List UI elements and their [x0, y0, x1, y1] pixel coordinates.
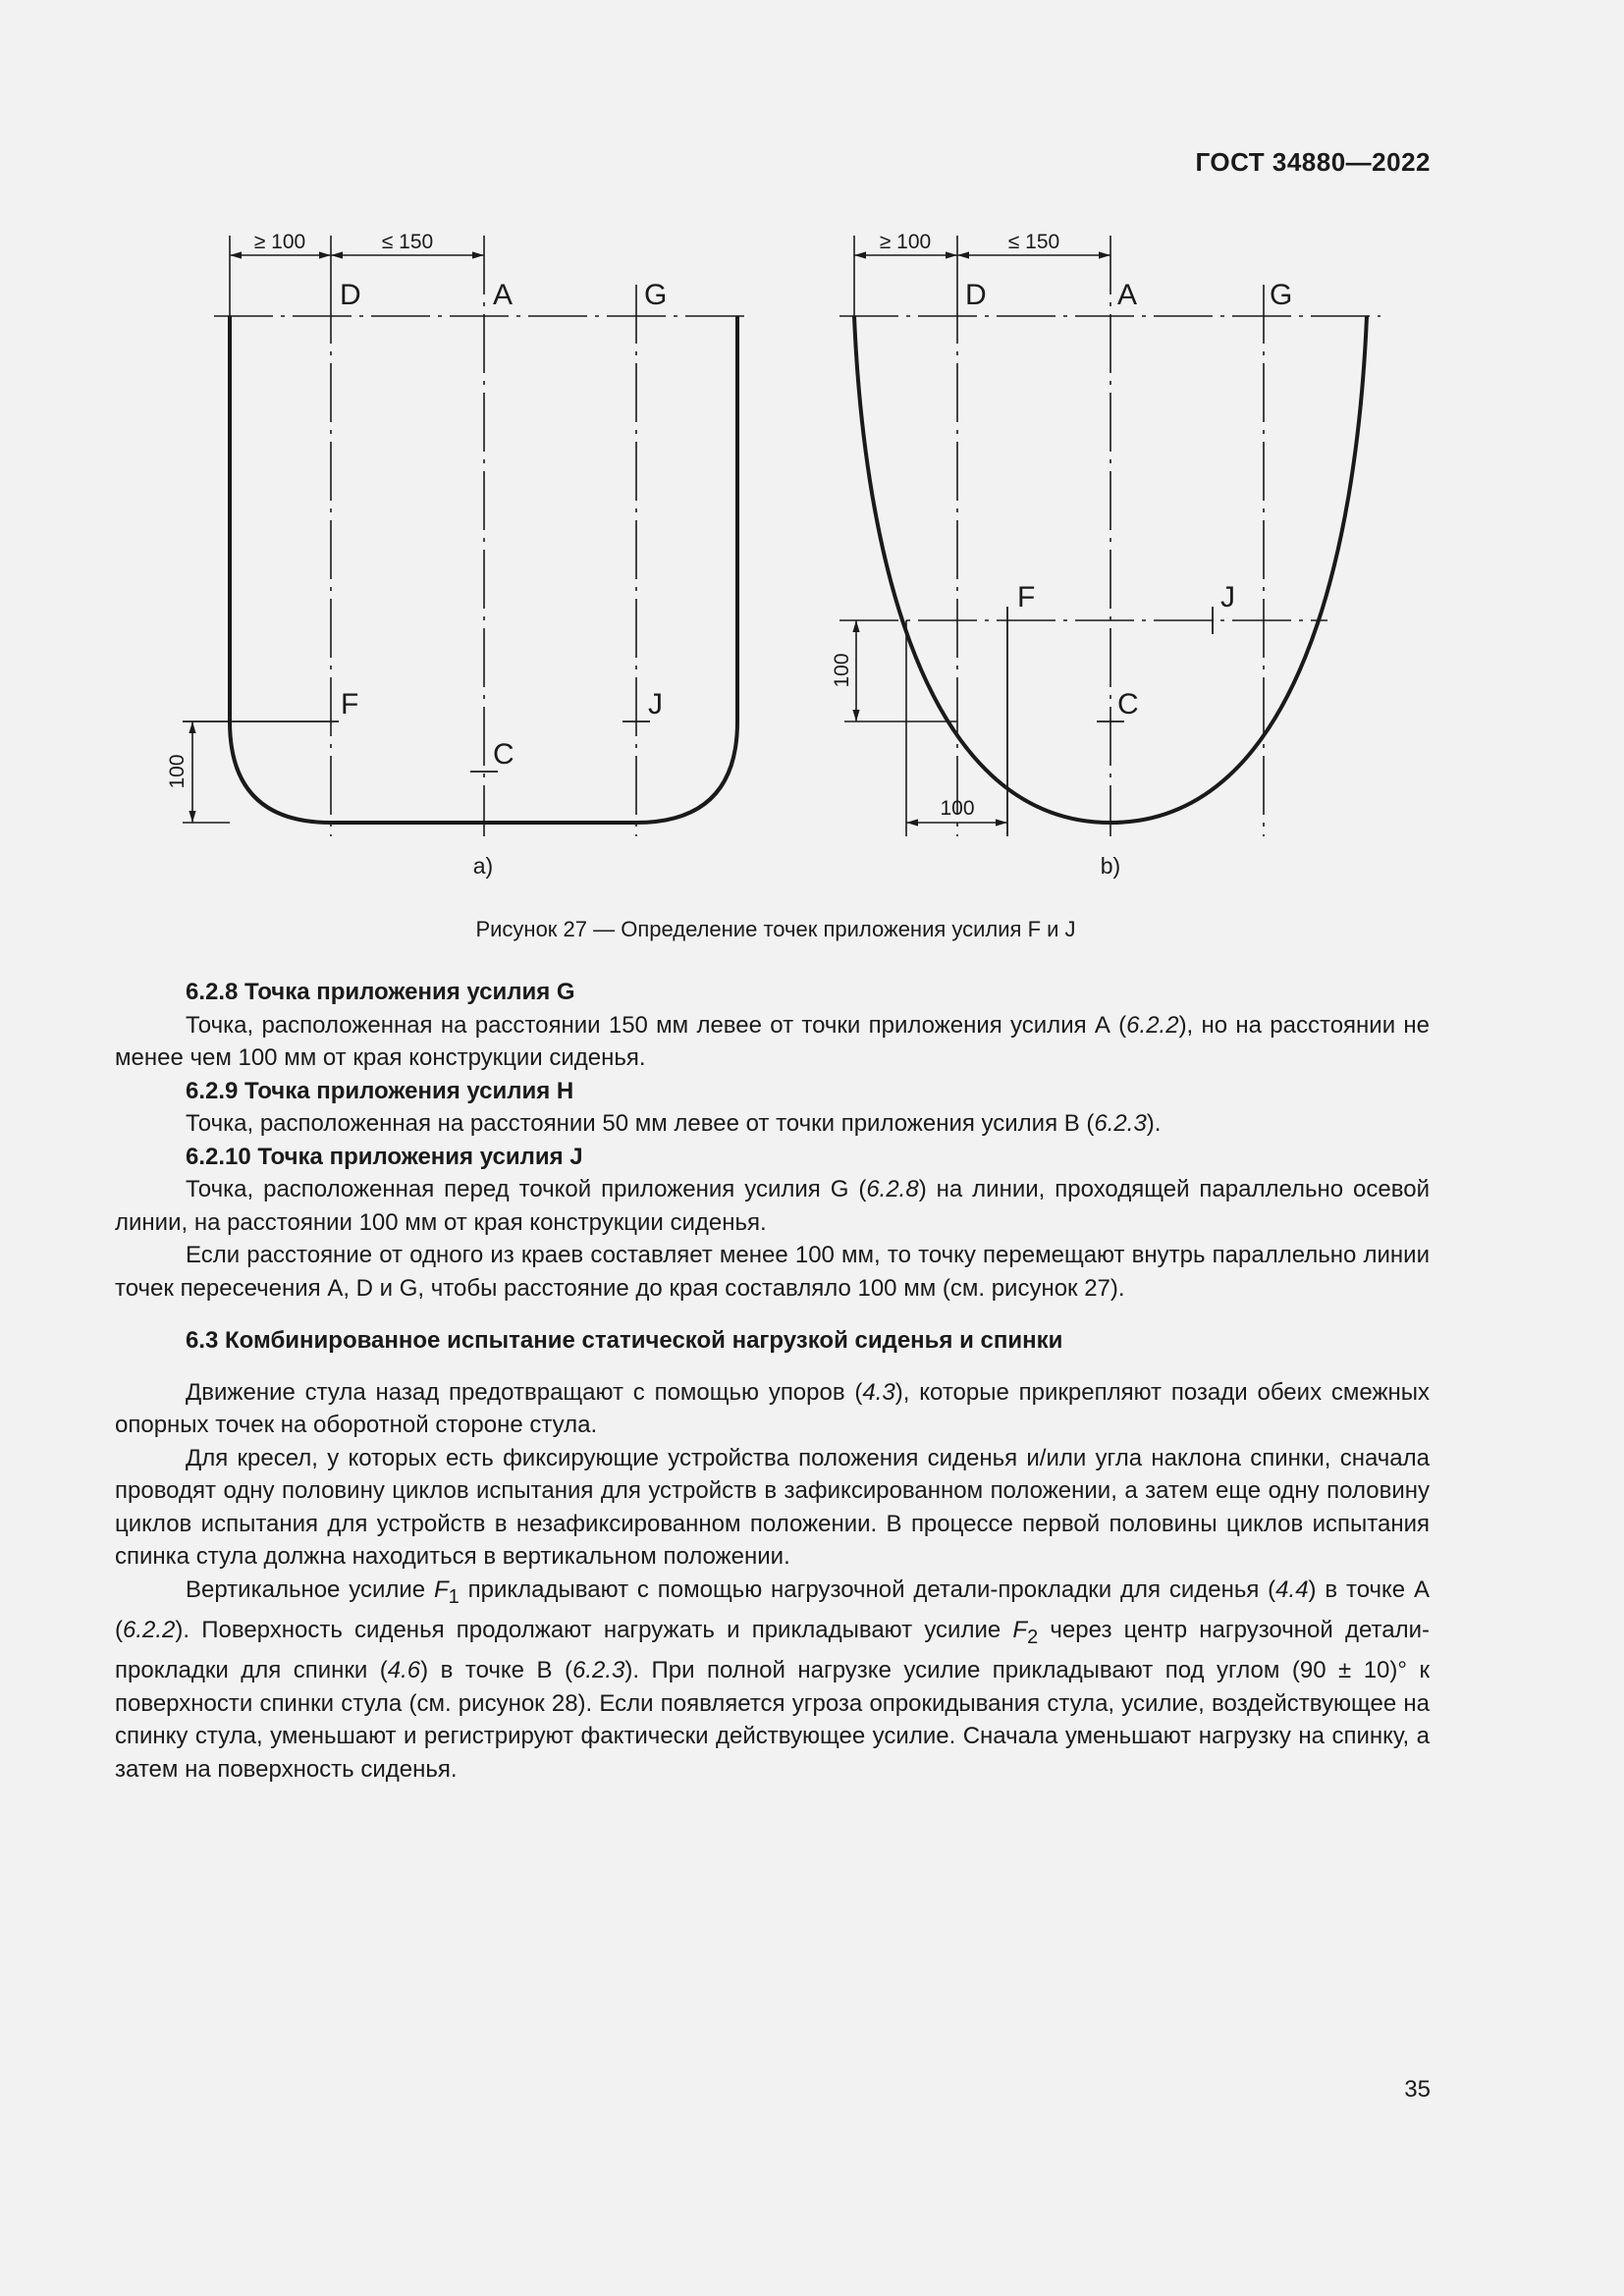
point-label-a-b: A — [1117, 279, 1138, 311]
section-6-2-9-paragraph: Точка, расположенная на расстоянии 50 мм левее от точки приложения усилия В (6.2.3). — [186, 1110, 1162, 1137]
ref-link: 6.2.3 — [572, 1657, 625, 1684]
section-6-2-8-title: 6.2.8 Точка приложения усилия G — [186, 979, 575, 1005]
section-6-3-title: 6.3 Комбинированное испытание статической нагрузкой сиденья и спинки — [186, 1327, 1063, 1354]
point-label-f-a: F — [341, 688, 359, 721]
panel-label-b: b) — [1100, 853, 1121, 879]
point-label-j-b: J — [1220, 581, 1235, 614]
point-label-g-a: G — [644, 279, 668, 311]
point-label-j-a: J — [648, 688, 663, 721]
section-6-2-10-paragraph-2: Если расстояние от одного из краев составляет менее 100 мм, то точку перемещают внутрь параллельно линии точек пересечения А, D и G, чтобы расстояние до края составляло 100 мм (см. рисунок 27). — [115, 1242, 1430, 1302]
ref-link: 4.4 — [1275, 1575, 1309, 1603]
panel-label-a: a) — [472, 853, 494, 879]
force-symbol-f1-subscript: 1 — [448, 1585, 460, 1608]
dim-label-side-b: 100 — [831, 653, 853, 688]
ref-link: 6.2.2 — [123, 1616, 176, 1643]
figure-27 — [0, 0, 1624, 903]
dim-label-top-right-b: ≤ 150 — [1007, 231, 1060, 253]
figure-panel-a — [183, 236, 751, 836]
figure-caption: Рисунок 27 — Определение точек приложения усилия F и J — [475, 917, 1076, 941]
body-text — [115, 976, 1430, 1786]
point-label-d-b: D — [965, 279, 987, 311]
section-6-2-10-paragraph-1: Точка, расположенная перед точкой приложения усилия G (6.2.8) на линии, проходящей параллельно осевой линии, на расстоянии 100 мм от края конструкции сиденья. — [115, 1176, 1430, 1236]
section-6-3-paragraph-3: Вертикальное усилие $F_1$ прикладывают с помощью нагрузочной детали-прокладки для сиденья (4.4) в точке А (6.2.2). Поверхность сиденья продолжают нагружать и прикладывают усилие $F_2$ через центр нагрузочной детали-прокладки для спинки (4.6) в точке В (6.2.3). При полной нагрузке усилие прикладывают под углом (90 ± 10)° к поверхности спинки стула (см. рисунок 28). Если появляется угроза опрокидывания стула, усилие, воздействующее на спинку стула, уменьшают и регистрируют фактически действующее усилие. Сначала уменьшают нагрузку на спинку, а затем на поверхность сиденья. — [115, 1575, 1430, 1783]
force-symbol-f1: F — [434, 1575, 449, 1603]
dim-label-side-a: 100 — [166, 754, 189, 789]
figure-panel-b — [839, 236, 1380, 836]
page-number: 35 — [1404, 2076, 1431, 2103]
point-label-c-b: C — [1117, 688, 1139, 721]
ref-link: 6.2.8 — [866, 1176, 919, 1202]
section-6-2-10-title: 6.2.10 Точка приложения усилия J — [186, 1143, 583, 1170]
ref-link: 6.2.3 — [1094, 1110, 1147, 1137]
point-label-d-a: D — [340, 279, 361, 311]
section-6-2-8-paragraph: Точка, расположенная на расстоянии 150 мм левее от точки приложения усилия А (6.2.2), но на расстоянии не менее чем 100 мм от края конструкции сиденья. — [115, 1011, 1430, 1071]
section-6-2-9-title: 6.2.9 Точка приложения усилия H — [186, 1077, 574, 1104]
section-6-3-paragraph-1: Движение стула назад предотвращают с помощью упоров (4.3), которые прикрепляют позади обеих смежных опорных точек на оборотной стороне стула. — [115, 1378, 1431, 1438]
point-label-c-a: C — [493, 738, 514, 771]
ref-link: 6.2.2 — [1126, 1011, 1179, 1039]
force-symbol-f2: F — [1012, 1616, 1028, 1643]
force-symbol-f2-subscript: 2 — [1027, 1626, 1039, 1648]
dim-label-top-right-a: ≤ 150 — [381, 231, 434, 253]
standard-code: ГОСТ 34880—2022 — [1195, 147, 1431, 177]
point-label-a-a: A — [493, 279, 514, 311]
section-6-3-paragraph-2: Для кресел, у которых есть фиксирующие устройства положения сиденья и/или угла наклона спинки, сначала проводят одну половину циклов испытания для устройств в зафиксированном положении, а затем еще одну половину циклов испытания для устройств в незафиксированном положении. В процессе первой половины циклов испытания спинка стула должна находиться в вертикальном положении. — [115, 1444, 1430, 1570]
dim-label-bottom-b: 100 — [940, 797, 975, 820]
dim-label-top-left-b: ≥ 100 — [879, 231, 932, 253]
point-label-f-b: F — [1017, 581, 1036, 614]
dim-label-top-left-a: ≥ 100 — [253, 231, 306, 253]
point-label-g-b: G — [1270, 279, 1293, 311]
ref-link: 4.6 — [387, 1657, 421, 1684]
ref-link: 4.3 — [862, 1378, 895, 1406]
